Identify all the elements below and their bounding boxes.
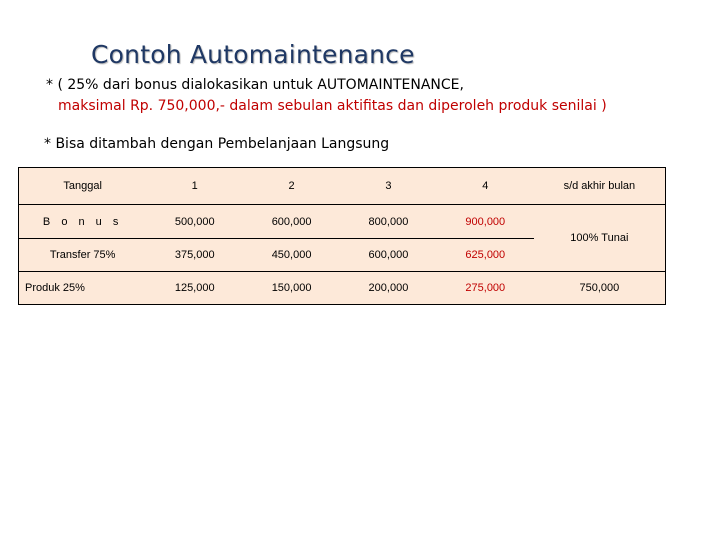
header-end-of-month: s/d akhir bulan: [534, 168, 666, 205]
row-label-transfer: Transfer 75%: [19, 239, 147, 272]
header-week-4: 4: [437, 168, 534, 205]
note-allocation: * ( 25% dari bonus dialokasikan untuk AUTOMAINTENANCE,: [46, 77, 464, 93]
table-row-produk: [19, 272, 666, 305]
table-row-bonus: [19, 205, 666, 239]
bonus-week-3: 800,000: [340, 205, 437, 239]
table-header-row: [19, 168, 666, 205]
row-label-bonus: B o n u s: [19, 205, 147, 239]
note-direct-purchase: * Bisa ditambah dengan Pembelanjaan Langsung: [44, 136, 390, 152]
header-week-3: 3: [340, 168, 437, 205]
produk-week-2: 150,000: [243, 272, 340, 305]
header-week-2: 2: [243, 168, 340, 205]
header-week-1: 1: [146, 168, 243, 205]
note-maximum: maksimal Rp. 750,000,- dalam sebulan aktifitas dan diperoleh produk senilai ): [58, 98, 607, 114]
bonus-week-4: 900,000: [437, 205, 534, 239]
cash-merged-cell: 100% Tunai: [534, 205, 666, 272]
header-tanggal: Tanggal: [19, 168, 147, 205]
bonus-week-1: 500,000: [146, 205, 243, 239]
produk-week-4: 275,000: [437, 272, 534, 305]
page-title: Contoh Automaintenance: [91, 40, 415, 69]
transfer-week-4: 625,000: [437, 239, 534, 272]
produk-total: 750,000: [534, 272, 666, 305]
row-label-produk: Produk 25%: [19, 272, 147, 305]
produk-week-3: 200,000: [340, 272, 437, 305]
transfer-week-3: 600,000: [340, 239, 437, 272]
transfer-week-2: 450,000: [243, 239, 340, 272]
transfer-week-1: 375,000: [146, 239, 243, 272]
automaintenance-table: [18, 167, 666, 305]
bonus-week-2: 600,000: [243, 205, 340, 239]
produk-week-1: 125,000: [146, 272, 243, 305]
